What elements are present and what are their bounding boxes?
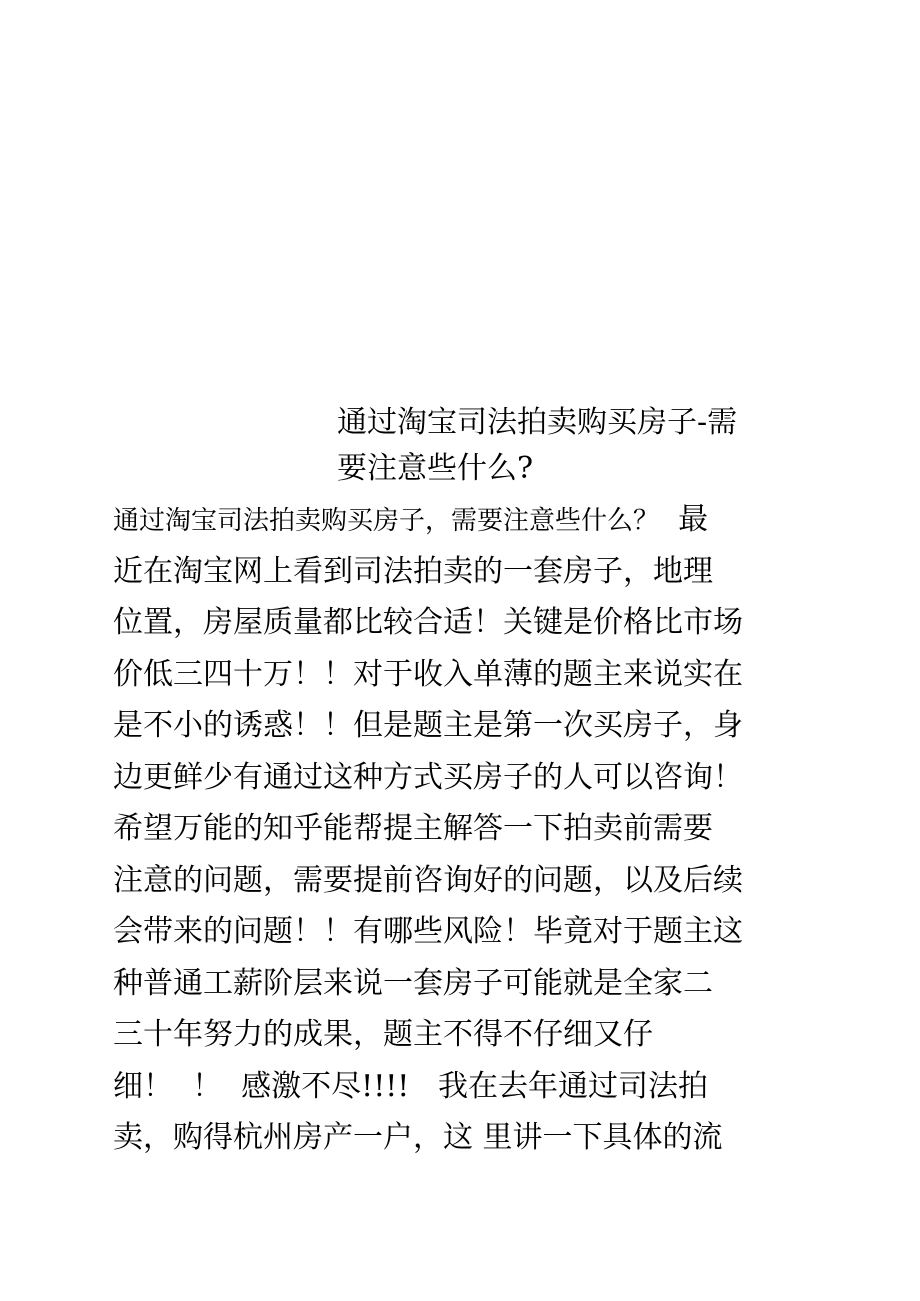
title-line-1: 通过淘宝司法拍卖购买房子-需 bbox=[337, 405, 738, 440]
body-line-11: 三十年努力的成果，题主不得不仔细又仔 bbox=[113, 1017, 653, 1052]
document-title bbox=[337, 400, 797, 492]
body-line-9: 会带来的问题！！有哪些风险！毕竟对于题主这 bbox=[113, 914, 743, 949]
document-body bbox=[113, 494, 813, 1164]
body-line-1 bbox=[113, 494, 813, 546]
body-line-12: 细！ ！ 感激不尽!!!! 我在去年通过司法拍 bbox=[113, 1068, 708, 1104]
body-line-1-tail: 最 bbox=[659, 502, 709, 537]
body-line-3: 位置，房屋质量都比较合适！关键是价格比市场 bbox=[113, 605, 743, 640]
question-restated: 通过淘宝司法拍卖购买房子，需要注意些什么？ bbox=[113, 506, 660, 536]
body-line-10: 种普通工薪阶层来说一套房子可能就是全家二 bbox=[113, 965, 713, 1001]
title-line-2: 要注意些什么? bbox=[337, 451, 534, 486]
body-line-8: 注意的问题，需要提前咨询好的问题，以及后续 bbox=[113, 862, 743, 898]
body-line-4: 价低三四十万！！对于收入单薄的题主来说实在 bbox=[113, 656, 743, 692]
body-line-5: 是不小的诱惑！！但是题主是第一次买房子，身 bbox=[113, 708, 743, 743]
body-line-2: 近在淘宝网上看到司法拍卖的一套房子，地理 bbox=[113, 553, 713, 589]
body-line-7: 希望万能的知乎能帮提主解答一下拍卖前需要 bbox=[113, 811, 713, 846]
body-line-6: 边更鲜少有通过这种方式买房子的人可以咨询！ bbox=[113, 759, 743, 795]
body-line-13: 卖，购得杭州房产一户，这 里讲一下具体的流 bbox=[113, 1120, 723, 1155]
